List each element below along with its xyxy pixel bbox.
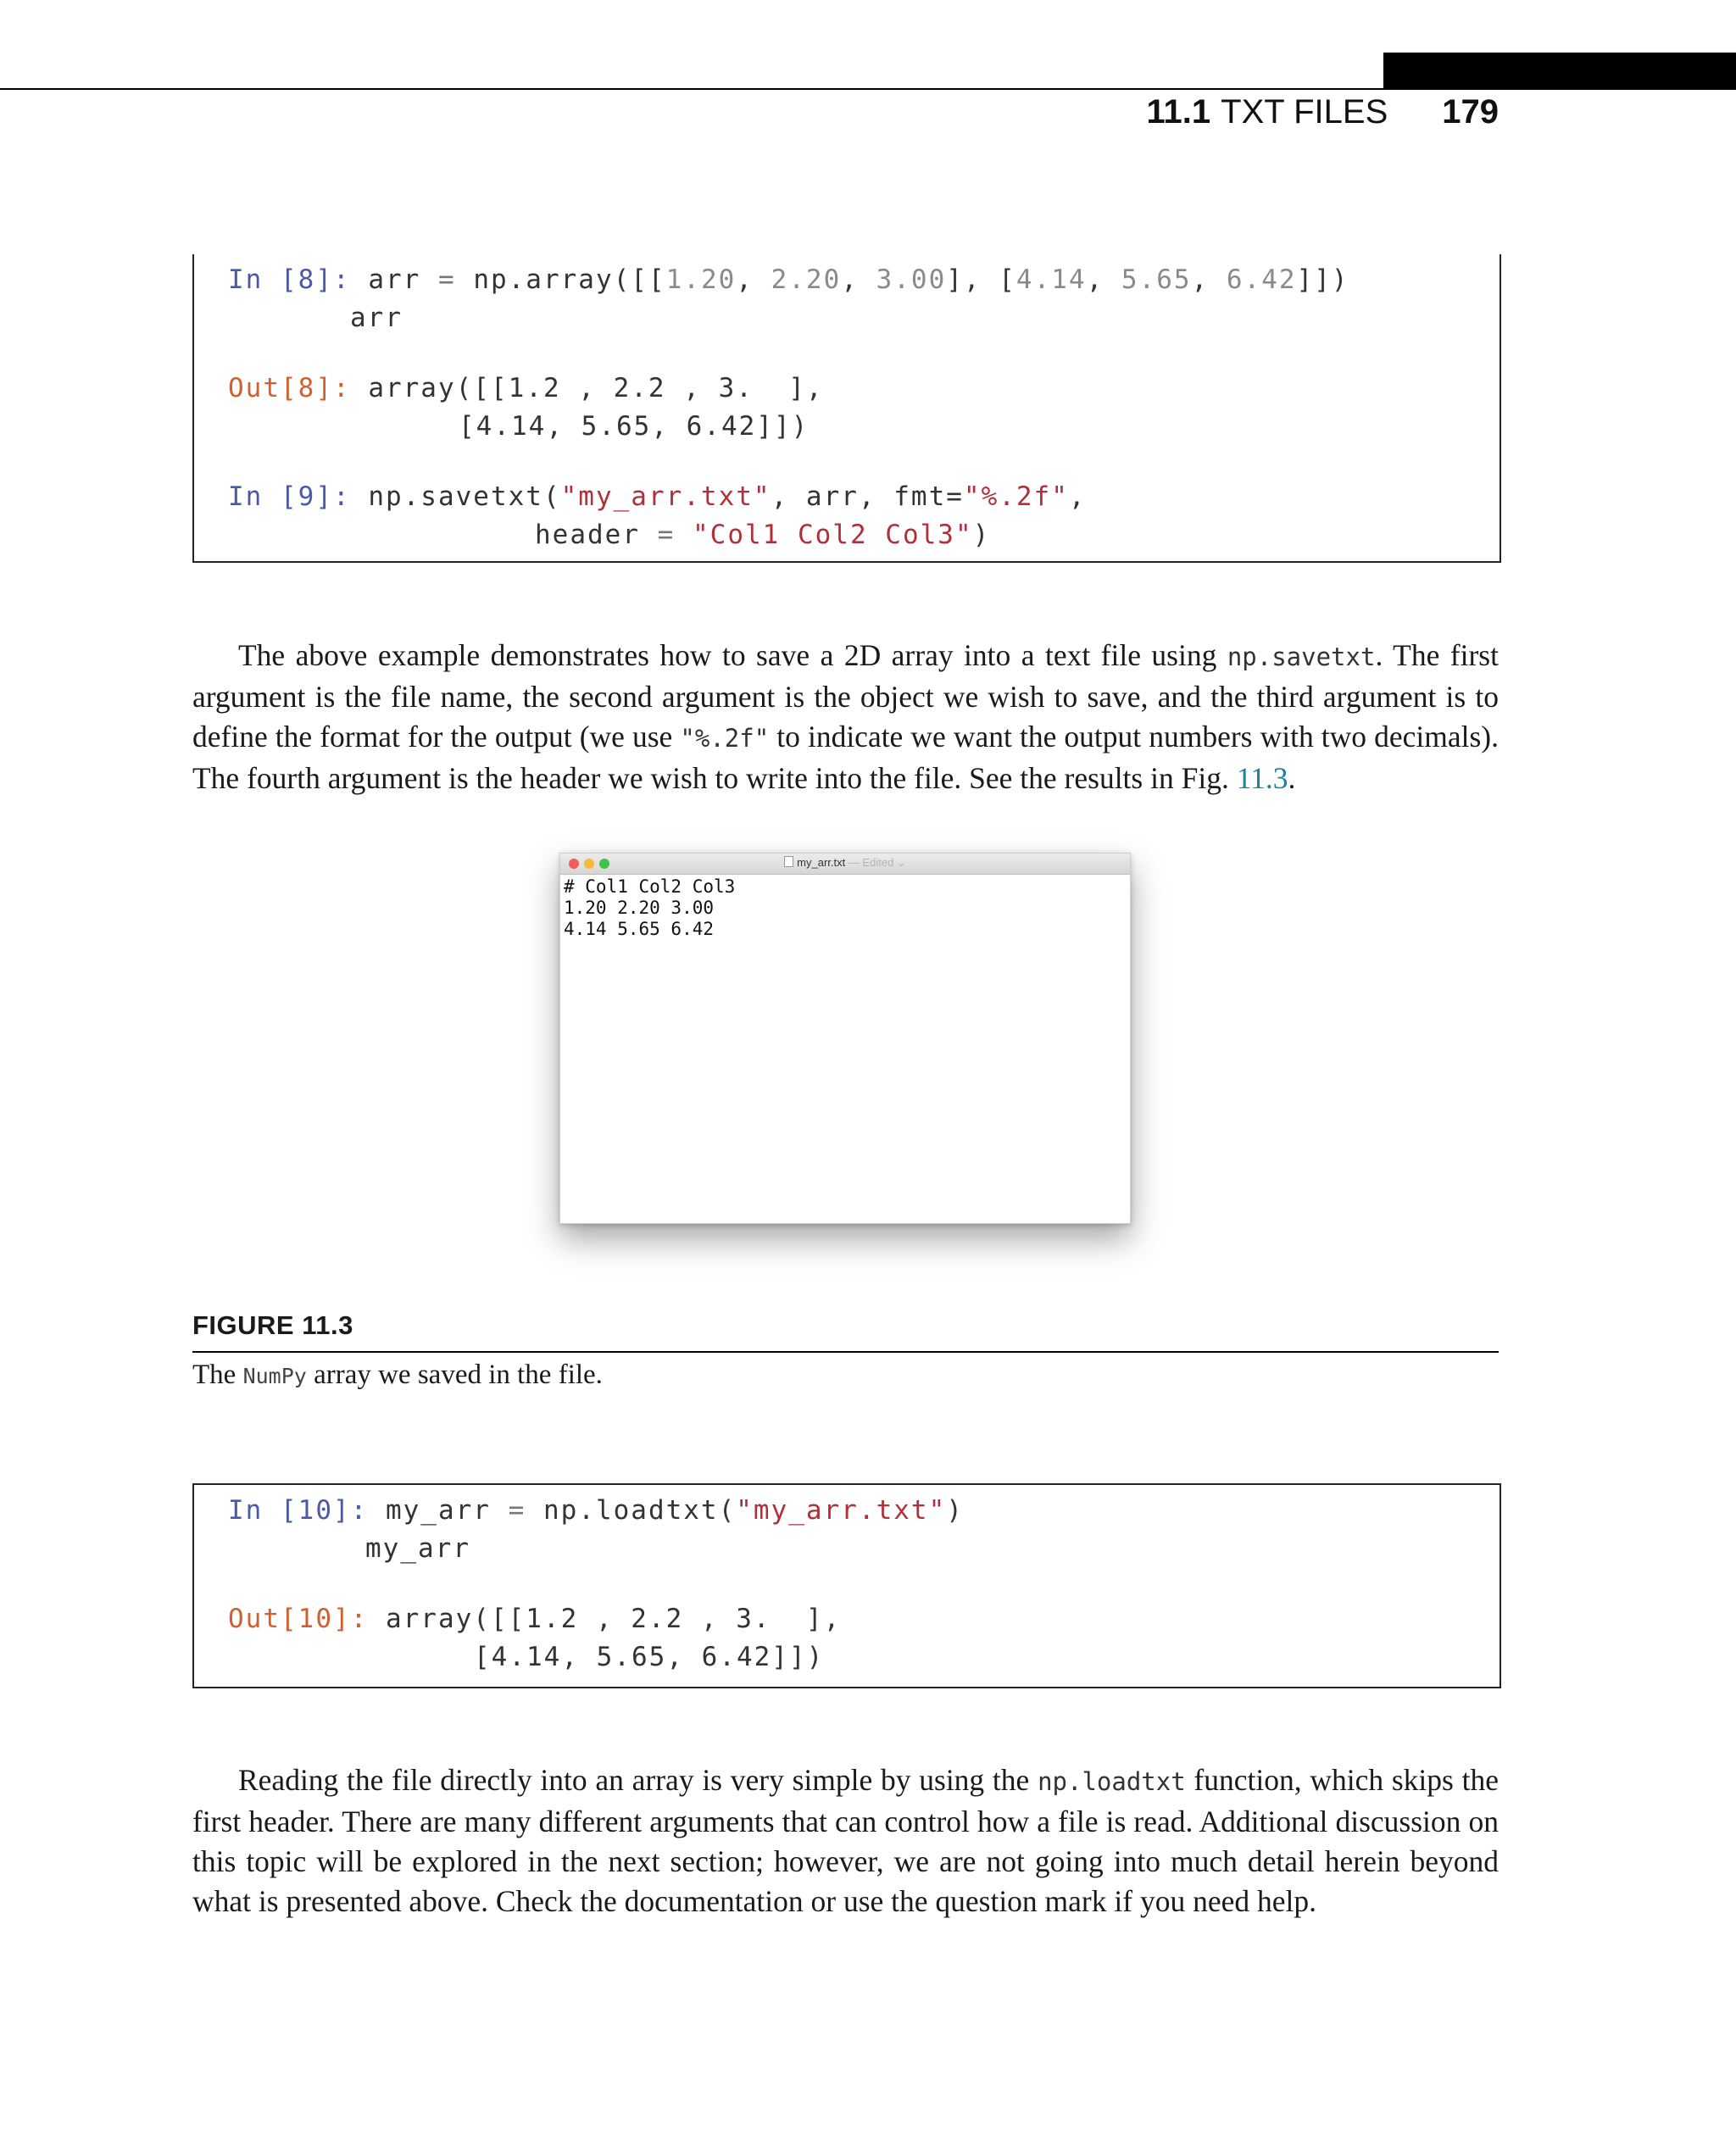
text-editor-window bbox=[559, 853, 1131, 1224]
code-line: In [8]: arr = np.array([[1.20, 2.20, 3.00], [4.14, 5.65, 6.42]]) bbox=[228, 264, 1349, 295]
code-text: , arr, fmt= bbox=[771, 481, 964, 512]
input-prompt: In [9]: bbox=[228, 481, 351, 512]
window-titlebar bbox=[560, 854, 1130, 875]
document-icon bbox=[784, 856, 793, 867]
file-content: # Col1 Col2 Col3 1.20 2.20 3.00 4.14 5.65 6.42 bbox=[564, 876, 736, 939]
code-number: 6.42 bbox=[1226, 264, 1297, 295]
code-text: arr bbox=[350, 264, 438, 295]
code-string: "Col1 Col2 Col3" bbox=[693, 520, 973, 550]
code-line bbox=[535, 520, 990, 550]
code-text: array([[1.2 , 2.2 , 3. ], bbox=[368, 1604, 842, 1634]
code-number: 2.20 bbox=[771, 264, 842, 295]
inline-code: "%.2f" bbox=[680, 724, 770, 753]
inline-code: NumPy bbox=[242, 1364, 307, 1388]
code-text: ) bbox=[946, 1495, 964, 1526]
input-prompt: In [8]: bbox=[228, 264, 351, 295]
code-line: In [9]: np.savetxt("my_arr.txt", arr, fmt="%.2f", bbox=[228, 481, 1087, 512]
code-string: "my_arr.txt" bbox=[560, 481, 771, 512]
code-line bbox=[228, 373, 824, 403]
code-operator: = bbox=[437, 264, 456, 295]
code-line: [4.14, 5.65, 6.42]]) bbox=[474, 1642, 825, 1672]
figure-caption: The NumPy array we saved in the file. bbox=[192, 1360, 603, 1390]
code-line: [4.14, 5.65, 6.42]]) bbox=[459, 411, 810, 442]
code-number: 5.65 bbox=[1121, 264, 1192, 295]
code-text: my_arr bbox=[368, 1495, 509, 1526]
header-rule bbox=[0, 88, 1736, 90]
code-text: header bbox=[535, 520, 658, 550]
section-number: 11.1 bbox=[1146, 93, 1211, 131]
code-line: my_arr bbox=[365, 1533, 470, 1564]
input-prompt: In [10]: bbox=[228, 1495, 369, 1526]
figure-reference-link[interactable]: 11.3 bbox=[1236, 761, 1288, 795]
header-black-bar bbox=[1383, 53, 1736, 88]
code-text: np.loadtxt( bbox=[526, 1495, 737, 1526]
body-paragraph-2: Reading the file directly into an array is very simple by using the np.loadtxt function, which skips the first header. There are many different arguments that can control how a file is read. Additional discussion on this topic will be explored in the next section; however, we are not going into much detail herein beyond what is presented above. Check the documentation or use the question mark if you need help. bbox=[192, 1763, 1499, 1918]
code-text: ) bbox=[972, 520, 991, 550]
output-prompt: Out[10]: bbox=[228, 1604, 369, 1634]
code-line: arr bbox=[350, 303, 403, 333]
inline-code: np.savetxt bbox=[1227, 642, 1376, 671]
code-line bbox=[228, 1604, 841, 1634]
code-string: "%.2f" bbox=[963, 481, 1069, 512]
code-number: 4.14 bbox=[1015, 264, 1087, 295]
code-block-1 bbox=[192, 254, 1501, 563]
output-prompt: Out[8]: bbox=[228, 373, 351, 403]
inline-code: np.loadtxt bbox=[1038, 1767, 1186, 1796]
section-title: TXT FILES bbox=[1221, 93, 1388, 131]
code-text: np.array([[ bbox=[455, 264, 666, 295]
code-text: array([[1.2 , 2.2 , 3. ], bbox=[350, 373, 824, 403]
code-operator: = bbox=[657, 520, 676, 550]
window-filename: my_arr.txt bbox=[797, 856, 846, 869]
code-number: 1.20 bbox=[665, 264, 737, 295]
body-paragraph-1: The above example demonstrates how to save a 2D array into a text file using np.savetxt. The first argument is the file name, the second argument is the object we wish to save, and the third argument is to define the format for the output (we use "%.2f" to indicate we want the output numbers with two decimals). The fourth argument is the header we wish to write into the file. See the results in Fig. 11.3. bbox=[192, 638, 1499, 795]
code-line bbox=[228, 1495, 964, 1526]
window-edited-status: — Edited ⌄ bbox=[845, 856, 906, 869]
code-string: "my_arr.txt" bbox=[736, 1495, 947, 1526]
running-head bbox=[1147, 93, 1500, 141]
code-operator: = bbox=[508, 1495, 526, 1526]
figure-rule bbox=[192, 1351, 1499, 1353]
code-text: np.savetxt( bbox=[350, 481, 561, 512]
page-number: 179 bbox=[1442, 93, 1499, 131]
code-number: 3.00 bbox=[876, 264, 947, 295]
code-block-2 bbox=[192, 1483, 1501, 1688]
figure-label: FIGURE 11.3 bbox=[192, 1310, 353, 1340]
window-title bbox=[560, 856, 1130, 870]
